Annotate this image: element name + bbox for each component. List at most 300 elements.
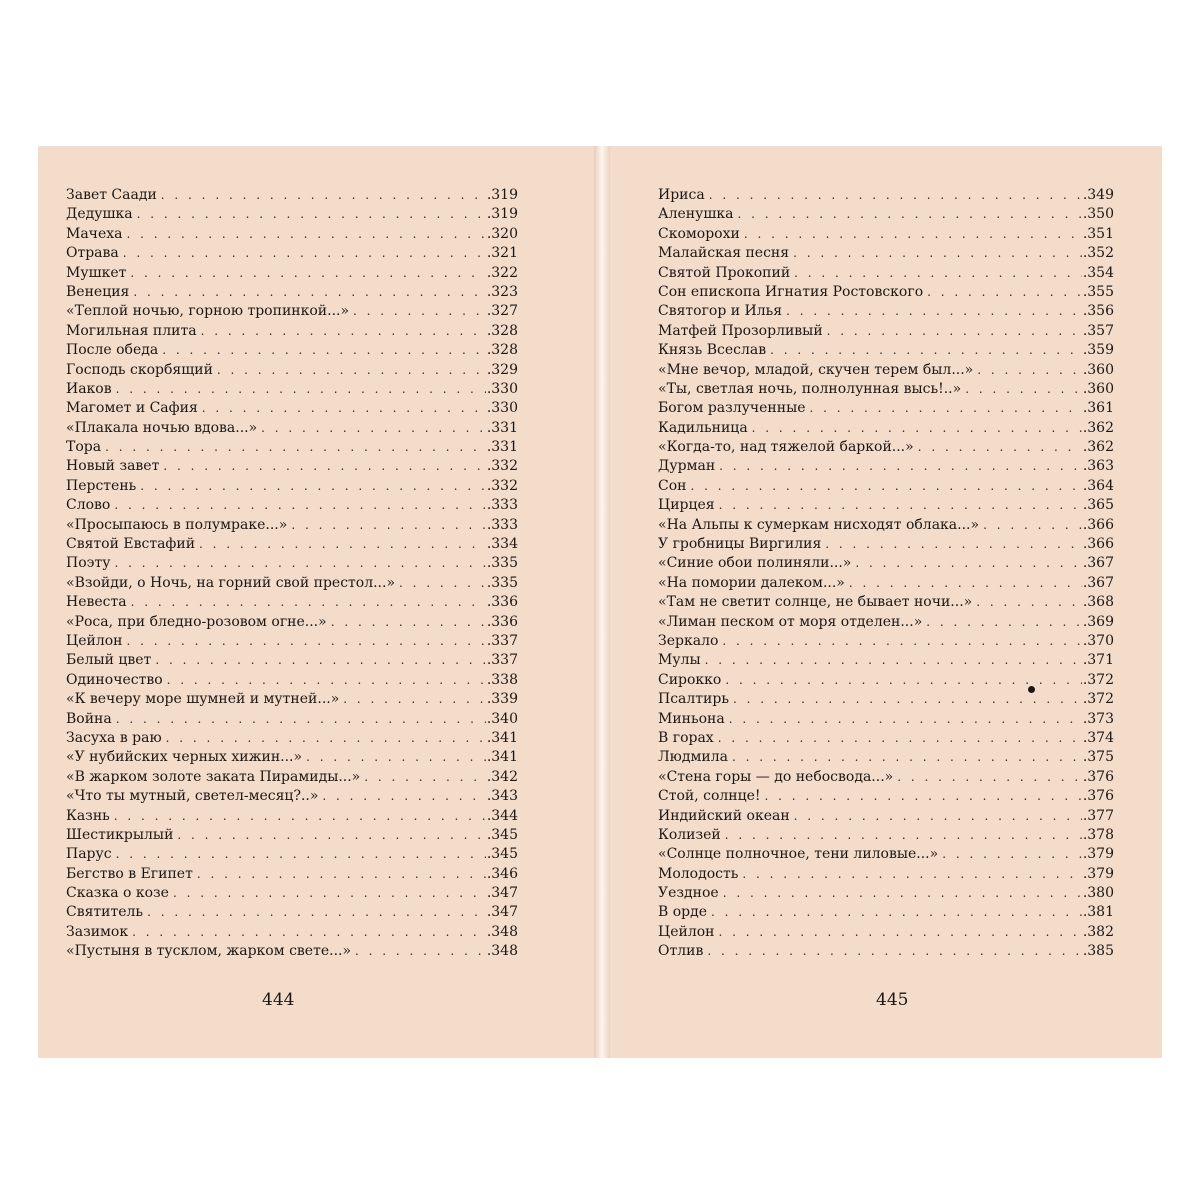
toc-entry-title: Слово (66, 497, 111, 514)
dot-leader (166, 729, 486, 748)
toc-entry-page: .321 (486, 245, 518, 262)
toc-entry-title: Цейлон (66, 632, 123, 649)
toc-entry-title: Венеция (66, 283, 130, 300)
toc-entry-title: Отлив (658, 943, 704, 960)
toc-entry-page: .345 (486, 826, 518, 843)
dot-leader (918, 438, 1082, 457)
dot-leader (162, 341, 486, 360)
toc-entry (66, 807, 518, 826)
toc-entry-page: .359 (1082, 342, 1114, 359)
toc-entry-title: Отрава (66, 245, 119, 262)
toc-entry (658, 651, 1114, 670)
dot-leader (199, 535, 486, 554)
toc-entry-title: «Теплой ночью, горною тропинкой...» (66, 303, 350, 320)
toc-entry-title: Малайская песня (658, 245, 790, 262)
toc-entry-title: Сон (658, 477, 687, 494)
toc-entry-page: .374 (1082, 729, 1114, 746)
toc-entry (658, 768, 1114, 787)
toc-entry-title: Зеркало (658, 632, 719, 649)
toc-entry (66, 710, 518, 729)
toc-entry (658, 419, 1114, 438)
toc-entry-title: «Когда-то, над тяжелой баркой...» (658, 439, 914, 456)
toc-entry-page: .350 (1082, 206, 1114, 223)
dot-leader (770, 341, 1082, 360)
toc-entry (658, 787, 1114, 806)
toc-entry-page: .362 (1082, 419, 1114, 436)
toc-entry-title: Иаков (66, 380, 112, 397)
toc-entry (66, 496, 518, 515)
right-table-of-contents (658, 186, 1114, 962)
toc-entry (66, 768, 518, 787)
toc-entry-title: Завет Саади (66, 187, 157, 203)
ink-speck (1028, 686, 1035, 693)
toc-entry-title: Мулы (658, 652, 701, 669)
toc-entry (658, 264, 1114, 283)
toc-entry-page: .362 (1082, 439, 1114, 456)
toc-entry-page: .381 (1082, 904, 1114, 921)
dot-leader (147, 903, 486, 922)
toc-entry (658, 613, 1114, 632)
dot-leader (737, 205, 1081, 224)
dot-leader (719, 457, 1082, 476)
toc-entry (658, 632, 1114, 651)
toc-entry (658, 729, 1114, 748)
dot-leader (965, 380, 1082, 399)
dot-leader (719, 496, 1082, 515)
left-page-number: 444 (262, 990, 295, 1010)
dot-leader (794, 807, 1082, 826)
toc-entry-page: .371 (1082, 652, 1114, 669)
toc-entry-page: .352 (1082, 245, 1114, 262)
toc-entry (66, 361, 518, 380)
toc-entry-title: Перстень (66, 477, 137, 494)
dot-leader (723, 884, 1082, 903)
toc-entry-page: .366 (1082, 516, 1114, 533)
toc-entry (658, 748, 1114, 767)
toc-entry (658, 807, 1114, 826)
toc-entry-page: .341 (486, 729, 518, 746)
toc-entry (658, 302, 1114, 321)
toc-entry-page: .360 (1082, 361, 1114, 378)
toc-entry-page: .345 (486, 846, 518, 863)
dot-leader (114, 807, 486, 826)
dot-leader (140, 477, 486, 496)
dot-leader (322, 787, 485, 806)
toc-entry-page: .338 (486, 671, 518, 688)
dot-leader (942, 845, 1082, 864)
toc-entry (658, 845, 1114, 864)
toc-entry-page: .365 (1082, 497, 1114, 514)
toc-entry-title: «У нубийских черных хижин...» (66, 749, 303, 766)
toc-entry-title: «Взойди, о Ночь, на горний свой престол...» (66, 574, 396, 591)
toc-entry-page: .337 (486, 632, 518, 649)
dot-leader (343, 690, 486, 709)
toc-entry-page: .323 (486, 283, 518, 300)
toc-entry-page: .372 (1082, 691, 1114, 708)
toc-entry-title: Белый цвет (66, 652, 152, 669)
toc-entry-page: .344 (486, 807, 518, 824)
toc-entry-page: .367 (1082, 574, 1114, 591)
toc-entry-page: .330 (486, 380, 518, 397)
toc-entry-title: Цейлон (658, 923, 715, 940)
toc-entry-title: У гробницы Виргилия (658, 536, 822, 553)
toc-entry (658, 865, 1114, 884)
toc-entry-title: Уездное (658, 885, 719, 902)
toc-entry (658, 438, 1114, 457)
dot-leader (827, 322, 1082, 341)
dot-leader (167, 671, 486, 690)
toc-entry-page: .319 (486, 206, 518, 223)
toc-entry-title: Святогор и Илья (658, 303, 783, 320)
dot-leader (825, 535, 1082, 554)
dot-leader (752, 419, 1082, 438)
toc-entry-page: .331 (486, 419, 518, 436)
toc-entry (66, 748, 518, 767)
toc-entry-title: Кадильница (658, 419, 748, 436)
dot-leader (733, 690, 1082, 709)
toc-entry-title: Псалтирь (658, 691, 729, 708)
toc-entry-title: «Пустыня в тусклом, жарком свете...» (66, 943, 352, 960)
dot-leader (364, 768, 486, 787)
toc-entry-title: Зазимок (66, 923, 129, 940)
toc-entry-page: .327 (486, 303, 518, 320)
toc-entry-page: .343 (486, 788, 518, 805)
toc-entry-title: «Просыпаюсь в полумраке...» (66, 516, 288, 533)
dot-leader (765, 787, 1082, 806)
dot-leader (163, 457, 485, 476)
toc-entry (66, 690, 518, 709)
toc-entry-page: .376 (1082, 788, 1114, 805)
toc-entry-title: В горах (658, 729, 714, 746)
dot-leader (132, 923, 486, 942)
toc-entry-title: Миньона (658, 710, 725, 727)
toc-entry-page: .361 (1082, 400, 1114, 417)
toc-entry-page: .348 (486, 943, 518, 960)
dot-leader (849, 574, 1082, 593)
toc-entry-page: .363 (1082, 458, 1114, 475)
toc-entry (66, 923, 518, 942)
book-gutter (594, 146, 610, 1058)
toc-entry (66, 574, 518, 593)
toc-entry (66, 399, 518, 418)
toc-entry-title: «Плакала ночью вдова...» (66, 419, 258, 436)
toc-entry (658, 671, 1114, 690)
toc-entry-page: .360 (1082, 380, 1114, 397)
toc-entry-page: .346 (486, 865, 518, 882)
toc-entry-page: .348 (486, 923, 518, 940)
dot-leader (729, 710, 1082, 729)
toc-entry (66, 903, 518, 922)
toc-entry-title: «Синие обои полиняли...» (658, 555, 852, 572)
toc-entry-title: «Там не светит солнце, не бывает ночи...» (658, 594, 973, 611)
toc-entry-title: Мушкет (66, 264, 127, 281)
dot-leader (742, 865, 1081, 884)
toc-entry-page: .347 (486, 885, 518, 902)
toc-entry (66, 205, 518, 224)
toc-entry-page: .340 (486, 710, 518, 727)
dot-leader (786, 302, 1082, 321)
toc-entry (66, 593, 518, 612)
toc-entry-title: Тора (66, 439, 102, 456)
dot-leader (718, 729, 1082, 748)
toc-entry (66, 845, 518, 864)
dot-leader (131, 593, 486, 612)
dot-leader (177, 826, 485, 845)
toc-entry-page: .376 (1082, 768, 1114, 785)
toc-entry-title: Индийский океан (658, 807, 790, 824)
toc-entry-title: Дедушка (66, 206, 133, 223)
dot-leader (123, 244, 486, 263)
toc-entry-title: Война (66, 710, 112, 727)
dot-leader (105, 438, 486, 457)
toc-entry (66, 787, 518, 806)
dot-leader (897, 768, 1082, 787)
toc-entry (66, 264, 518, 283)
dot-leader (711, 903, 1082, 922)
toc-entry-title: Одиночество (66, 671, 163, 688)
toc-entry-page: .342 (486, 768, 518, 785)
dot-leader (709, 186, 1082, 205)
toc-entry (658, 535, 1114, 554)
toc-entry-page: .339 (486, 691, 518, 708)
toc-entry-title: Святитель (66, 904, 144, 921)
toc-entry (658, 574, 1114, 593)
toc-entry-title: Сказка о козе (66, 885, 169, 902)
toc-entry-page: .337 (486, 652, 518, 669)
toc-entry (66, 225, 518, 244)
dot-leader (116, 710, 486, 729)
toc-entry (658, 942, 1114, 961)
toc-entry-page: .351 (1082, 225, 1114, 242)
toc-entry-page: .330 (486, 400, 518, 417)
dot-leader (155, 651, 486, 670)
toc-entry-page: .319 (486, 187, 518, 203)
toc-entry-title: Бегство в Египет (66, 865, 193, 882)
toc-entry (66, 457, 518, 476)
toc-entry-title: Богом разлученные (658, 400, 806, 417)
toc-entry-title: Засуха в раю (66, 729, 162, 746)
dot-leader (705, 651, 1082, 670)
toc-entry (66, 380, 518, 399)
toc-entry-page: .328 (486, 342, 518, 359)
toc-entry (658, 361, 1114, 380)
toc-entry-title: Ириса (658, 187, 705, 203)
toc-entry-title: Колизей (658, 826, 721, 843)
toc-entry-page: .364 (1082, 477, 1114, 494)
dot-leader (810, 399, 1082, 418)
toc-entry (66, 671, 518, 690)
toc-entry-title: Сон епископа Игнатия Ростовского (658, 283, 924, 300)
toc-entry (658, 225, 1114, 244)
toc-entry (66, 322, 518, 341)
dot-leader (291, 516, 486, 535)
right-page-number: 445 (876, 990, 909, 1010)
dot-leader (707, 942, 1081, 961)
dot-leader (114, 554, 485, 573)
dot-leader (116, 845, 486, 864)
toc-entry-page: .328 (486, 322, 518, 339)
toc-entry-title: «Роса, при бледно-розовом огне...» (66, 613, 327, 630)
toc-entry (658, 244, 1114, 263)
dot-leader (126, 225, 485, 244)
toc-entry-page: .347 (486, 904, 518, 921)
toc-entry (66, 341, 518, 360)
dot-leader (306, 748, 486, 767)
dot-leader (977, 361, 1082, 380)
toc-entry-page: .336 (486, 594, 518, 611)
toc-entry (658, 341, 1114, 360)
toc-entry-title: Стой, солнце! (658, 788, 761, 805)
toc-entry-title: Скоморохи (658, 225, 740, 242)
toc-entry-title: Магомет и Сафия (66, 400, 198, 417)
dot-leader (114, 496, 485, 515)
toc-entry-page: .370 (1082, 632, 1114, 649)
toc-entry-page: .349 (1082, 187, 1114, 203)
dot-leader (725, 826, 1082, 845)
left-table-of-contents (66, 186, 518, 962)
toc-entry-page: .377 (1082, 807, 1114, 824)
toc-entry-page: .320 (486, 225, 518, 242)
toc-entry-title: Святой Евстафий (66, 536, 196, 553)
toc-entry-title: Поэту (66, 555, 111, 572)
dot-leader (927, 283, 1082, 302)
toc-entry-page: .331 (486, 439, 518, 456)
toc-entry (66, 283, 518, 302)
dot-leader (926, 613, 1082, 632)
toc-entry-page: .372 (1082, 671, 1114, 688)
toc-entry-title: Дурман (658, 458, 716, 475)
toc-entry-page: .367 (1082, 555, 1114, 572)
dot-leader (331, 613, 486, 632)
dot-leader (718, 923, 1081, 942)
dot-leader (116, 380, 486, 399)
dot-leader (130, 264, 485, 283)
toc-entry-title: «Стена горы — до небосвода...» (658, 768, 894, 785)
toc-entry-page: .382 (1082, 923, 1114, 940)
toc-entry (66, 884, 518, 903)
dot-leader (261, 419, 486, 438)
toc-entry-page: .366 (1082, 536, 1114, 553)
toc-entry-title: Господь скорбящий (66, 361, 213, 378)
toc-entry-page: .356 (1082, 303, 1114, 320)
toc-entry (658, 554, 1114, 573)
dot-leader (744, 225, 1082, 244)
toc-entry (658, 826, 1114, 845)
dot-leader (794, 264, 1082, 283)
toc-entry-title: «К вечеру море шумней и мутней...» (66, 691, 340, 708)
toc-entry-page: .354 (1082, 264, 1114, 281)
toc-entry (66, 302, 518, 321)
toc-entry (66, 186, 518, 205)
toc-entry (658, 399, 1114, 418)
dot-leader (161, 186, 486, 205)
dot-leader (793, 244, 1082, 263)
toc-entry-title: Казнь (66, 807, 110, 824)
toc-entry (66, 826, 518, 845)
toc-entry-page: .355 (1082, 283, 1114, 300)
toc-entry-page: .335 (486, 574, 518, 591)
toc-entry-title: Могильная плита (66, 322, 197, 339)
toc-entry-title: «На Альпы к сумеркам нисходят облака...» (658, 516, 980, 533)
toc-entry (66, 554, 518, 573)
toc-entry (658, 593, 1114, 612)
toc-entry-title: «Что ты мутный, светел-месяц?..» (66, 788, 319, 805)
toc-entry-page: .375 (1082, 749, 1114, 766)
toc-entry (658, 496, 1114, 515)
toc-entry-page: .333 (486, 497, 518, 514)
toc-entry (66, 535, 518, 554)
toc-entry (66, 942, 518, 961)
toc-entry (66, 477, 518, 496)
toc-entry-title: Парус (66, 846, 112, 863)
dot-leader (690, 477, 1081, 496)
toc-entry-page: .368 (1082, 594, 1114, 611)
dot-leader (355, 942, 486, 961)
dot-leader (353, 302, 486, 321)
toc-entry-page: .357 (1082, 322, 1114, 339)
toc-entry-title: Матфей Прозорливый (658, 322, 823, 339)
toc-entry-title: После обеда (66, 342, 159, 359)
dot-leader (976, 593, 1082, 612)
dot-leader (133, 283, 485, 302)
toc-entry (658, 516, 1114, 535)
toc-entry (658, 710, 1114, 729)
toc-entry-page: .373 (1082, 710, 1114, 727)
toc-entry (658, 923, 1114, 942)
toc-entry (658, 322, 1114, 341)
toc-entry-title: Шестикрылый (66, 826, 174, 843)
toc-entry-page: .322 (486, 264, 518, 281)
dot-leader (399, 574, 486, 593)
toc-entry-page: .380 (1082, 885, 1114, 902)
dot-leader (217, 361, 486, 380)
toc-entry-title: Аленушка (658, 206, 734, 223)
toc-entry (66, 613, 518, 632)
toc-entry-page: .333 (486, 516, 518, 533)
dot-leader (202, 399, 486, 418)
toc-entry-title: «Ты, светлая ночь, полнолунная высь!..» (658, 380, 962, 397)
toc-entry (66, 244, 518, 263)
toc-entry (658, 477, 1114, 496)
toc-entry (658, 884, 1114, 903)
dot-leader (201, 322, 486, 341)
toc-entry-title: Цирцея (658, 497, 715, 514)
dot-leader (722, 632, 1081, 651)
toc-entry (658, 283, 1114, 302)
toc-entry-page: .379 (1082, 846, 1114, 863)
toc-entry-page: .332 (486, 477, 518, 494)
toc-entry-title: Святой Прокопий (658, 264, 791, 281)
toc-entry (66, 632, 518, 651)
toc-entry (66, 419, 518, 438)
toc-entry (66, 438, 518, 457)
toc-entry (658, 690, 1114, 709)
toc-entry-title: Мачеха (66, 225, 123, 242)
toc-entry-page: .379 (1082, 865, 1114, 882)
toc-entry (66, 865, 518, 884)
dot-leader (173, 884, 486, 903)
toc-entry-page: .336 (486, 613, 518, 630)
toc-entry-title: «Лиман песком от моря отделен...» (658, 613, 923, 630)
toc-entry-page: .334 (486, 536, 518, 553)
toc-entry-title: Князь Всеслав (658, 342, 767, 359)
toc-entry-title: «На помории далеком...» (658, 574, 845, 591)
toc-entry (658, 380, 1114, 399)
toc-entry (658, 205, 1114, 224)
toc-entry-page: .335 (486, 555, 518, 572)
toc-entry-page: .369 (1082, 613, 1114, 630)
dot-leader (855, 554, 1081, 573)
